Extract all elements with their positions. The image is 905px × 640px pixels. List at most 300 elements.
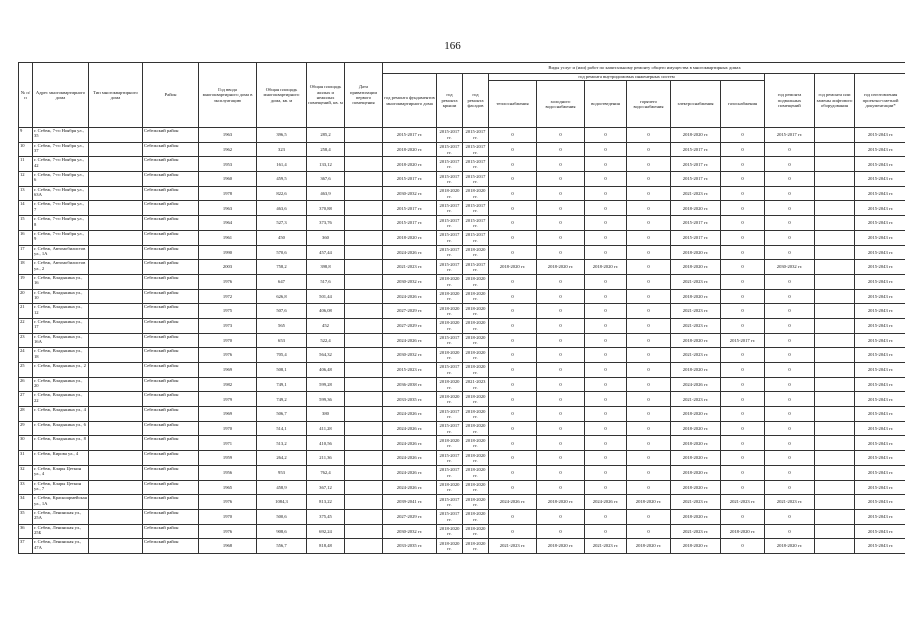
row-facade: 2015-2017 гг. bbox=[463, 128, 489, 143]
row-elevator bbox=[815, 392, 855, 407]
row-roof: 2015-2017 гг. bbox=[437, 230, 463, 245]
row-basement: 0 bbox=[765, 157, 815, 172]
row-heat: 2024-2026 гг. bbox=[489, 495, 537, 510]
row-cold-water: 0 bbox=[537, 142, 585, 157]
row-cold-water: 0 bbox=[537, 201, 585, 216]
row-roof: 2018-2020 гг. bbox=[437, 186, 463, 201]
row-cold-water: 0 bbox=[537, 509, 585, 524]
row-electric: 2018-2020 гг. bbox=[671, 509, 721, 524]
row-living-area: 692,24 bbox=[307, 524, 345, 539]
row-year-built: 1970 bbox=[199, 421, 257, 436]
row-address: г. Себеж, Владыкина ул., 8 bbox=[33, 436, 89, 451]
row-foundation: 2027-2029 гг. bbox=[383, 509, 437, 524]
row-year-built: 1976 bbox=[199, 524, 257, 539]
row-cold-water: 0 bbox=[537, 392, 585, 407]
row-living-area: 360 bbox=[307, 230, 345, 245]
row-year-built: 1962 bbox=[199, 142, 257, 157]
row-living-area: 522,4 bbox=[307, 333, 345, 348]
header-total-area: Общая площадь многоквартирного дома, кв. м bbox=[257, 63, 307, 128]
row-facade: 2018-2020 гг. bbox=[463, 363, 489, 378]
row-privatization-date bbox=[345, 480, 383, 495]
row-heat: 0 bbox=[489, 509, 537, 524]
row-foundation: 2030-2032 гг. bbox=[383, 186, 437, 201]
row-electric: 2021-2023 гг. bbox=[671, 318, 721, 333]
row-type bbox=[89, 318, 143, 333]
row-privatization-date bbox=[345, 128, 383, 143]
row-elevator bbox=[815, 421, 855, 436]
row-sewer: 0 bbox=[585, 304, 627, 319]
row-number: 17 bbox=[19, 245, 33, 260]
row-gas: 0 bbox=[721, 436, 765, 451]
row-total-area: 758,2 bbox=[257, 260, 307, 275]
row-heat: 0 bbox=[489, 524, 537, 539]
row-facade: 2015-2017 гг. bbox=[463, 230, 489, 245]
row-facade: 2018-2020 гг. bbox=[463, 333, 489, 348]
row-design-docs: 2015-2043 гг. bbox=[855, 495, 905, 510]
row-elevator bbox=[815, 495, 855, 510]
row-design-docs: 2015-2043 гг. bbox=[855, 245, 905, 260]
row-address: г. Себеж, 7-го Ноября ул., 8 bbox=[33, 216, 89, 231]
row-year-built: 1953 bbox=[199, 157, 257, 172]
header-privatization-date: Дата приватизации первого помещения bbox=[345, 63, 383, 128]
row-design-docs: 2015-2043 гг. bbox=[855, 509, 905, 524]
row-gas: 2021-2023 гг. bbox=[721, 495, 765, 510]
row-design-docs: 2015-2043 гг. bbox=[855, 274, 905, 289]
row-design-docs: 2015-2043 гг. bbox=[855, 128, 905, 143]
row-hot-water: 0 bbox=[627, 304, 671, 319]
row-district: Себежский район bbox=[143, 480, 199, 495]
row-electric: 2018-2020 гг. bbox=[671, 201, 721, 216]
row-sewer: 0 bbox=[585, 333, 627, 348]
row-heat: 0 bbox=[489, 304, 537, 319]
row-address: г. Себеж, 7-го Ноября ул., 9 bbox=[33, 230, 89, 245]
row-privatization-date bbox=[345, 421, 383, 436]
row-district: Себежский район bbox=[143, 201, 199, 216]
row-foundation: 2024-2026 гг. bbox=[383, 436, 437, 451]
row-year-built: 1971 bbox=[199, 436, 257, 451]
row-hot-water: 0 bbox=[627, 128, 671, 143]
row-roof: 2018-2020 гг. bbox=[437, 304, 463, 319]
row-type bbox=[89, 480, 143, 495]
row-sewer: 0 bbox=[585, 377, 627, 392]
row-cold-water: 0 bbox=[537, 172, 585, 187]
row-address: г. Себеж, Владыкина ул., 6 bbox=[33, 421, 89, 436]
row-number: 22 bbox=[19, 318, 33, 333]
row-sewer: 0 bbox=[585, 348, 627, 363]
row-basement: 0 bbox=[765, 436, 815, 451]
row-heat: 0 bbox=[489, 142, 537, 157]
row-privatization-date bbox=[345, 495, 383, 510]
row-number: 21 bbox=[19, 304, 33, 319]
row-basement: 0 bbox=[765, 245, 815, 260]
row-foundation: 2039-2041 гг. bbox=[383, 495, 437, 510]
row-sewer: 0 bbox=[585, 436, 627, 451]
row-electric: 2015-2017 гг. bbox=[671, 230, 721, 245]
row-cold-water: 0 bbox=[537, 363, 585, 378]
row-year-built: 1972 bbox=[199, 289, 257, 304]
row-roof: 2018-2020 гг. bbox=[437, 436, 463, 451]
row-facade: 2021-2023 гг. bbox=[463, 377, 489, 392]
row-year-built: 1990 bbox=[199, 245, 257, 260]
row-hot-water: 0 bbox=[627, 451, 671, 466]
row-living-area: 370,88 bbox=[307, 201, 345, 216]
row-privatization-date bbox=[345, 333, 383, 348]
row-roof: 2015-2017 гг. bbox=[437, 407, 463, 422]
row-roof: 2018-2020 гг. bbox=[437, 539, 463, 554]
row-type bbox=[89, 142, 143, 157]
row-privatization-date bbox=[345, 524, 383, 539]
row-heat: 2021-2023 гг. bbox=[489, 539, 537, 554]
row-heat: 0 bbox=[489, 216, 537, 231]
row-hot-water: 0 bbox=[627, 421, 671, 436]
row-number: 31 bbox=[19, 451, 33, 466]
row-total-area: 556,7 bbox=[257, 539, 307, 554]
row-hot-water: 0 bbox=[627, 524, 671, 539]
row-cold-water: 0 bbox=[537, 524, 585, 539]
row-electric: 2018-2020 гг. bbox=[671, 451, 721, 466]
row-heat: 0 bbox=[489, 289, 537, 304]
row-type bbox=[89, 436, 143, 451]
row-gas: 0 bbox=[721, 260, 765, 275]
row-gas: 0 bbox=[721, 377, 765, 392]
row-elevator bbox=[815, 216, 855, 231]
row-address: г. Себеж, Ленинская ул., 25Б bbox=[33, 524, 89, 539]
row-total-area: 513,2 bbox=[257, 436, 307, 451]
register-table bbox=[18, 62, 905, 554]
row-address: г. Себеж, Клары Цеткин ул., 7 bbox=[33, 480, 89, 495]
row-electric: 2018-2020 гг. bbox=[671, 260, 721, 275]
row-privatization-date bbox=[345, 274, 383, 289]
row-hot-water: 0 bbox=[627, 465, 671, 480]
row-elevator bbox=[815, 377, 855, 392]
row-cold-water: 0 bbox=[537, 480, 585, 495]
row-design-docs: 2015-2043 гг. bbox=[855, 407, 905, 422]
row-privatization-date bbox=[345, 142, 383, 157]
row-privatization-date bbox=[345, 186, 383, 201]
row-number: 20 bbox=[19, 289, 33, 304]
row-gas: 0 bbox=[721, 289, 765, 304]
row-address: г. Себеж, Владыкина ул., 12 bbox=[33, 304, 89, 319]
row-district: Себежский район bbox=[143, 509, 199, 524]
row-electric: 2015-2017 гг. bbox=[671, 142, 721, 157]
table-row bbox=[19, 495, 905, 510]
row-design-docs: 2015-2043 гг. bbox=[855, 304, 905, 319]
row-heat: 0 bbox=[489, 407, 537, 422]
table-row bbox=[19, 172, 905, 187]
row-cold-water: 0 bbox=[537, 274, 585, 289]
row-type bbox=[89, 348, 143, 363]
row-foundation: 2033-2035 гг. bbox=[383, 392, 437, 407]
row-address: г. Себеж, Клары Цеткин ул., 4 bbox=[33, 465, 89, 480]
row-foundation: 2024-2026 гг. bbox=[383, 465, 437, 480]
row-living-area: 258,4 bbox=[307, 142, 345, 157]
row-foundation: 2024-2026 гг. bbox=[383, 333, 437, 348]
row-roof: 2018-2020 гг. bbox=[437, 318, 463, 333]
row-heat: 0 bbox=[489, 157, 537, 172]
row-privatization-date bbox=[345, 216, 383, 231]
row-number: 15 bbox=[19, 216, 33, 231]
row-gas: 0 bbox=[721, 421, 765, 436]
row-cold-water: 0 bbox=[537, 318, 585, 333]
header-type: Тип многоквартирного дома bbox=[89, 63, 143, 128]
row-year-built: 1963 bbox=[199, 201, 257, 216]
row-roof: 2015-2017 гг. bbox=[437, 509, 463, 524]
row-roof: 2015-2017 гг. bbox=[437, 142, 463, 157]
header-num: № п/п bbox=[19, 63, 33, 128]
row-total-area: 653 bbox=[257, 333, 307, 348]
row-number: 36 bbox=[19, 524, 33, 539]
row-foundation: 2015-2017 гг. bbox=[383, 201, 437, 216]
row-number: 28 bbox=[19, 407, 33, 422]
row-type bbox=[89, 451, 143, 466]
row-roof: 2015-2017 гг. bbox=[437, 201, 463, 216]
row-cold-water: 0 bbox=[537, 230, 585, 245]
row-electric: 2021-2023 гг. bbox=[671, 304, 721, 319]
row-design-docs: 2015-2043 гг. bbox=[855, 230, 905, 245]
row-foundation: 2015-2017 гг. bbox=[383, 216, 437, 231]
row-hot-water: 0 bbox=[627, 157, 671, 172]
table-row bbox=[19, 363, 905, 378]
row-address: г. Себеж, Ленинская ул., 25А bbox=[33, 509, 89, 524]
row-year-built: 1975 bbox=[199, 304, 257, 319]
row-elevator bbox=[815, 128, 855, 143]
row-address: г. Себеж, 7-го Ноября ул., 7 bbox=[33, 201, 89, 216]
row-facade: 2018-2020 гг. bbox=[463, 495, 489, 510]
row-electric: 2021-2023 гг. bbox=[671, 348, 721, 363]
row-facade: 2018-2020 гг. bbox=[463, 392, 489, 407]
row-number: 33 bbox=[19, 480, 33, 495]
row-district: Себежский район bbox=[143, 186, 199, 201]
row-cold-water: 0 bbox=[537, 465, 585, 480]
row-type bbox=[89, 201, 143, 216]
row-living-area: 818,48 bbox=[307, 539, 345, 554]
row-electric: 2018-2020 гг. bbox=[671, 539, 721, 554]
row-roof: 2015-2017 гг. bbox=[437, 172, 463, 187]
row-heat: 0 bbox=[489, 128, 537, 143]
table-row bbox=[19, 377, 905, 392]
row-number: 27 bbox=[19, 392, 33, 407]
row-basement: 0 bbox=[765, 421, 815, 436]
row-hot-water: 0 bbox=[627, 480, 671, 495]
row-year-built: 1982 bbox=[199, 377, 257, 392]
row-sewer: 0 bbox=[585, 392, 627, 407]
row-sewer: 0 bbox=[585, 318, 627, 333]
row-design-docs: 2015-2043 гг. bbox=[855, 392, 905, 407]
row-facade: 2018-2020 гг. bbox=[463, 509, 489, 524]
row-gas: 0 bbox=[721, 157, 765, 172]
row-heat: 0 bbox=[489, 421, 537, 436]
row-basement: 0 bbox=[765, 304, 815, 319]
table-row bbox=[19, 260, 905, 275]
row-basement: 0 bbox=[765, 392, 815, 407]
row-roof: 2015-2017 гг. bbox=[437, 495, 463, 510]
row-type bbox=[89, 421, 143, 436]
row-address: г. Себеж, Владыкина ул., 16 bbox=[33, 274, 89, 289]
row-cold-water: 0 bbox=[537, 377, 585, 392]
row-sewer: 0 bbox=[585, 480, 627, 495]
row-basement: 0 bbox=[765, 230, 815, 245]
row-electric: 2018-2020 гг. bbox=[671, 436, 721, 451]
row-design-docs: 2015-2043 гг. bbox=[855, 363, 905, 378]
row-facade: 2018-2020 гг. bbox=[463, 421, 489, 436]
row-type bbox=[89, 274, 143, 289]
row-gas: 0 bbox=[721, 201, 765, 216]
row-sewer: 0 bbox=[585, 216, 627, 231]
row-gas: 0 bbox=[721, 274, 765, 289]
row-total-area: 161,4 bbox=[257, 157, 307, 172]
row-total-area: 264,2 bbox=[257, 451, 307, 466]
row-number: 29 bbox=[19, 421, 33, 436]
row-total-area: 508,1 bbox=[257, 363, 307, 378]
row-total-area: 953 bbox=[257, 465, 307, 480]
row-electric: 2015-2017 гг. bbox=[671, 172, 721, 187]
row-total-area: 565 bbox=[257, 318, 307, 333]
row-sewer: 0 bbox=[585, 201, 627, 216]
row-design-docs: 2015-2043 гг. bbox=[855, 480, 905, 495]
row-address: г. Себеж, 7-го Ноября ул., 42 bbox=[33, 157, 89, 172]
row-design-docs: 2015-2043 гг. bbox=[855, 465, 905, 480]
row-facade: 2018-2020 гг. bbox=[463, 274, 489, 289]
row-design-docs: 2015-2043 гг. bbox=[855, 186, 905, 201]
row-gas: 0 bbox=[721, 348, 765, 363]
row-elevator bbox=[815, 407, 855, 422]
row-elevator bbox=[815, 318, 855, 333]
header-sewer: водоотведения bbox=[585, 81, 627, 128]
row-foundation: 2018-2020 гг. bbox=[383, 157, 437, 172]
row-address: г. Себеж, Владыкина ул., 17 bbox=[33, 318, 89, 333]
row-privatization-date bbox=[345, 407, 383, 422]
row-number: 25 bbox=[19, 363, 33, 378]
row-sewer: 0 bbox=[585, 186, 627, 201]
row-electric: 2018-2020 гг. bbox=[671, 421, 721, 436]
row-address: г. Себеж, Красноармейская ул., 1А bbox=[33, 495, 89, 510]
row-facade: 2015-2017 гг. bbox=[463, 172, 489, 187]
row-number: 30 bbox=[19, 436, 33, 451]
row-number: 35 bbox=[19, 509, 33, 524]
table-row bbox=[19, 348, 905, 363]
table-row bbox=[19, 451, 905, 466]
row-elevator bbox=[815, 539, 855, 554]
row-design-docs: 2015-2043 гг. bbox=[855, 333, 905, 348]
row-hot-water: 0 bbox=[627, 407, 671, 422]
row-number: 24 bbox=[19, 348, 33, 363]
row-address: г. Себеж, Автомобилистов ул., 2 bbox=[33, 260, 89, 275]
row-electric: 2015-2017 гг. bbox=[671, 216, 721, 231]
row-heat: 0 bbox=[489, 480, 537, 495]
row-year-built: 1969 bbox=[199, 407, 257, 422]
row-heat: 0 bbox=[489, 363, 537, 378]
row-number: 11 bbox=[19, 157, 33, 172]
row-type bbox=[89, 524, 143, 539]
row-hot-water: 0 bbox=[627, 230, 671, 245]
row-design-docs: 2015-2043 гг. bbox=[855, 157, 905, 172]
row-electric: 2021-2023 гг. bbox=[671, 274, 721, 289]
row-gas: 0 bbox=[721, 392, 765, 407]
row-district: Себежский район bbox=[143, 245, 199, 260]
row-basement: 0 bbox=[765, 289, 815, 304]
row-facade: 2018-2020 гг. bbox=[463, 304, 489, 319]
row-number: 19 bbox=[19, 274, 33, 289]
row-living-area: 373,76 bbox=[307, 216, 345, 231]
row-design-docs: 2015-2043 гг. bbox=[855, 377, 905, 392]
row-year-built: 1961 bbox=[199, 230, 257, 245]
row-district: Себежский район bbox=[143, 318, 199, 333]
row-living-area: 501,44 bbox=[307, 289, 345, 304]
row-district: Себежский район bbox=[143, 289, 199, 304]
table-row bbox=[19, 157, 905, 172]
row-facade: 2015-2017 гг. bbox=[463, 157, 489, 172]
row-district: Себежский район bbox=[143, 524, 199, 539]
row-living-area: 452 bbox=[307, 318, 345, 333]
row-elevator bbox=[815, 304, 855, 319]
header-heat: теплоснабжения bbox=[489, 81, 537, 128]
row-design-docs: 2015-2043 гг. bbox=[855, 451, 905, 466]
row-roof: 2018-2020 гг. bbox=[437, 392, 463, 407]
row-gas: 2018-2020 гг. bbox=[721, 524, 765, 539]
row-electric: 2018-2020 гг. bbox=[671, 480, 721, 495]
row-privatization-date bbox=[345, 377, 383, 392]
row-hot-water: 0 bbox=[627, 172, 671, 187]
row-type bbox=[89, 289, 143, 304]
row-district: Себежский район bbox=[143, 304, 199, 319]
row-address: г. Себеж, 7-го Ноября ул., 6 bbox=[33, 172, 89, 187]
row-type bbox=[89, 377, 143, 392]
row-number: 10 bbox=[19, 142, 33, 157]
row-total-area: 822,6 bbox=[257, 186, 307, 201]
row-district: Себежский район bbox=[143, 333, 199, 348]
row-year-built: 1970 bbox=[199, 333, 257, 348]
row-heat: 0 bbox=[489, 348, 537, 363]
header-roof: год ремонта крыши bbox=[437, 74, 463, 128]
row-facade: 2018-2020 гг. bbox=[463, 245, 489, 260]
row-design-docs: 2015-2043 гг. bbox=[855, 201, 905, 216]
row-heat: 0 bbox=[489, 186, 537, 201]
row-hot-water: 0 bbox=[627, 333, 671, 348]
row-elevator bbox=[815, 509, 855, 524]
row-facade: 2018-2020 гг. bbox=[463, 318, 489, 333]
row-electric: 2015-2017 гг. bbox=[671, 157, 721, 172]
row-number: 9 bbox=[19, 128, 33, 143]
row-privatization-date bbox=[345, 260, 383, 275]
row-district: Себежский район bbox=[143, 436, 199, 451]
row-design-docs: 2015-2043 гг. bbox=[855, 318, 905, 333]
row-electric: 2018-2020 гг. bbox=[671, 333, 721, 348]
row-cold-water: 0 bbox=[537, 128, 585, 143]
row-elevator bbox=[815, 451, 855, 466]
table-row bbox=[19, 274, 905, 289]
row-type bbox=[89, 172, 143, 187]
row-sewer: 0 bbox=[585, 509, 627, 524]
table-row bbox=[19, 201, 905, 216]
row-elevator bbox=[815, 274, 855, 289]
row-basement: 0 bbox=[765, 172, 815, 187]
row-foundation: 2030-2032 гг. bbox=[383, 348, 437, 363]
row-hot-water: 0 bbox=[627, 216, 671, 231]
row-sewer: 0 bbox=[585, 451, 627, 466]
row-district: Себежский район bbox=[143, 157, 199, 172]
row-heat: 0 bbox=[489, 318, 537, 333]
row-type bbox=[89, 465, 143, 480]
row-design-docs: 2015-2043 гг. bbox=[855, 524, 905, 539]
row-facade: 2015-2017 гг. bbox=[463, 216, 489, 231]
table-row bbox=[19, 216, 905, 231]
row-gas: 0 bbox=[721, 245, 765, 260]
row-design-docs: 2015-2043 гг. bbox=[855, 260, 905, 275]
row-sewer: 0 bbox=[585, 172, 627, 187]
row-facade: 2018-2020 гг. bbox=[463, 465, 489, 480]
row-type bbox=[89, 363, 143, 378]
row-sewer: 0 bbox=[585, 421, 627, 436]
